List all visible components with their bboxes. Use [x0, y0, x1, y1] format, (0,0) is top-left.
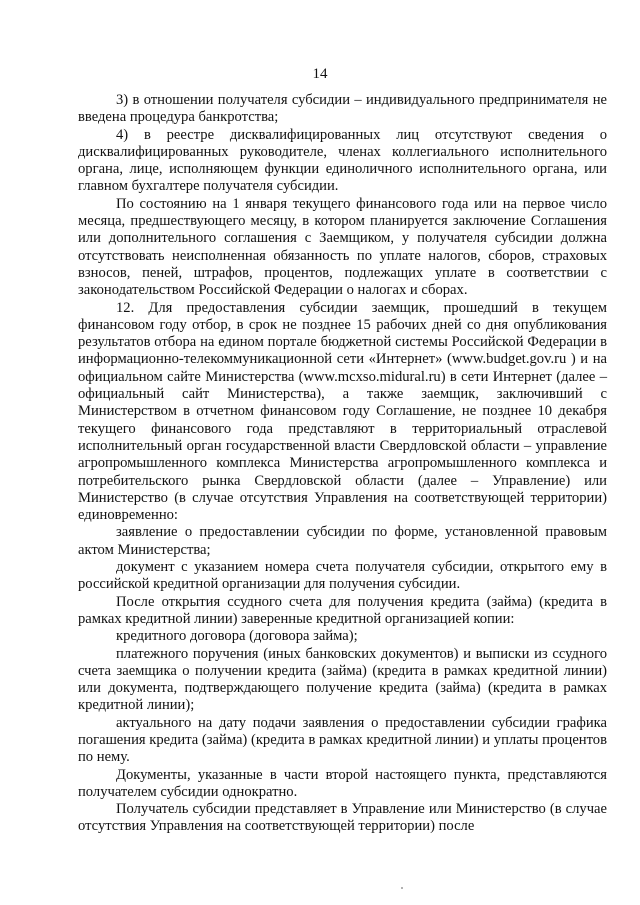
document-body [78, 92, 607, 836]
page-number: 14 [312, 66, 328, 82]
paragraph: актуального на дату подачи заявления о предоставлении субсидии графика погашения кредита (займа) (кредита в рамках кредитной линии) и уплаты процентов по нему. [78, 714, 607, 766]
paragraph: 3) в отношении получателя субсидии – индивидуального предпринимателя не введена процедура банкротства; [78, 92, 607, 126]
paragraph: По состоянию на 1 января текущего финансового года или на первое число месяца, предшествующего месяцу, в котором планируется заключение Соглашения или дополнительного соглашения с Заемщиком, у получателя субсидии должна отсутствовать неисполненная обязанность по уплате налогов, сборов, страховых взносов, пеней, штрафов, процентов, подлежащих уплате в соответствии с законодательством Российской Федерации о налогах и сборах. [78, 195, 607, 299]
paragraph: 4) в реестре дисквалифицированных лиц отсутствуют сведения о дисквалифицированных руководителе, членах коллегиального исполнительного органа, лице, исполняющем функции единоличного исполнительного органа, или главном бухгалтере получателя субсидии. [78, 126, 607, 195]
paragraph: Получатель субсидии представляет в Управление или Министерство (в случае отсутствия Управления на соответствующей территории) после [78, 801, 607, 835]
paragraph: После открытия ссудного счета для получения кредита (займа) (кредита в рамках кредитной линии) заверенные кредитной организацией копии: [78, 593, 607, 627]
scan-speck [401, 887, 403, 889]
paragraph: кредитного договора (договора займа); [116, 628, 358, 645]
paragraph: Документы, указанные в части второй настоящего пункта, представляются получателем субсидии однократно. [78, 766, 607, 800]
paragraph: документ с указанием номера счета получателя субсидии, открытого ему в российской кредитной организации для получения субсидии. [78, 559, 607, 593]
paragraph: платежного поручения (иных банковских документов) и выписки из ссудного счета заемщика о получении кредита (займа) (кредита в рамках кредитной линии) или документа, подтверждающего получение кредита (займа) (кредита в рамках кредитной линии); [78, 645, 607, 714]
paragraph: 12. Для предоставления субсидии заемщик, прошедший в текущем финансовом году отбор, в срок не позднее 15 рабочих дней со дня опубликования результатов отбора на едином портале бюджетной системы Российской Федерации в информационно-телекоммуникационной сети «Интернет» (www.budget.gov.ru ) и на официальном сайте Министерства (www.mcxso.midural.ru) в сети Интернет (далее – официальный сайт Министерства), а также заемщик, заключивший с Министерством в отчетном финансовом году Соглашение, не позднее 10 декабря текущего финансового года представляют в территориальный отраслевой исполнительный орган государственной власти Свердловской области – управление агропромышленного комплекса Министерства агропромышленного комплекса и потребительского рынка Свердловской области (далее – Управление) или Министерство (в случае отсутствия Управления на соответствующей территории) единовременно: [78, 299, 607, 524]
paragraph: заявление о предоставлении субсидии по форме, установленной правовым актом Министерства; [78, 524, 607, 558]
